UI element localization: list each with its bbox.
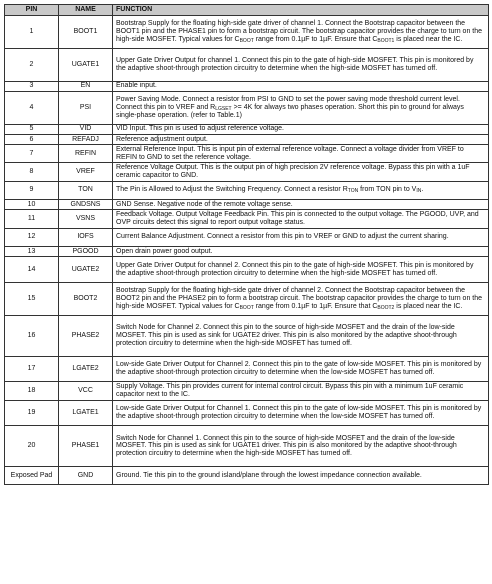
subscript-text: BOOT1 <box>377 37 395 44</box>
function-text: from TON pin to V <box>358 186 417 194</box>
table-row <box>5 467 489 485</box>
table-row <box>5 200 489 210</box>
table-row <box>5 81 489 91</box>
function-text: Upper Gate Driver Output for channel 1. Connect this pin to the gate of high-side MOSFET. This pin is monitored by the adaptive shoot-through protection circuitry to determine when the high-side MOSFET has turned off. <box>116 56 474 72</box>
table-row <box>5 257 489 283</box>
function-text: is placed near the IC. <box>394 302 463 310</box>
header-pin: PIN <box>5 5 59 16</box>
table-row <box>5 124 489 134</box>
function-cell <box>113 382 489 400</box>
function-cell <box>113 48 489 81</box>
table-row <box>5 228 489 246</box>
function-text: Low-side Gate Driver Output for Channel 2. Connect this pin to the gate of low-side MOSFET. This pin is monitored by the adaptive shoot-through protection circuitry to determine when the low-side MOSFET has turned off. <box>116 361 482 376</box>
name-cell: VREF <box>59 163 113 181</box>
function-text: Low-side Gate Driver Output for Channel 1. Connect this pin to the gate of low-side MOSFET. This pin is monitored by the adaptive shoot-through protection circuitry to determine when the low-side MOSFET has turned off. <box>116 405 482 420</box>
name-cell: UGATE1 <box>59 48 113 81</box>
function-cell <box>113 124 489 134</box>
function-text: Switch Node for Channel 2. Connect this pin to the source of high-side MOSFET and the drain of the low-side MOSFET. This pin is used as sink for UGATE2 driver. This pin is also monitored by the adaptive shoot-through protection circuitry to determine when the high-side MOSFET has turned off. <box>116 323 457 347</box>
name-cell: BOOT1 <box>59 16 113 49</box>
function-text: Power Saving Mode. Connect a resistor from PSI to GND to set the power saving mode threshold current level. Connect this pin to VREF and R <box>116 96 460 111</box>
name-cell: PGOOD <box>59 246 113 256</box>
function-text: The Pin is Allowed to Adjust the Switching Frequency. Connect a resistor R <box>116 186 348 194</box>
name-cell: PHASE2 <box>59 315 113 356</box>
function-cell <box>113 91 489 124</box>
function-text: Bootstrap Supply for the floating high-side gate driver of channel 1. Connect the Bootstrap capacitor between the BOOT1 pin and the PHASE1 pin to form a bootstrap circuit. The bootstrap capacitor provides the charge to turn on the high-side MOSFET. Typical values for C <box>116 20 483 43</box>
function-cell <box>113 81 489 91</box>
function-text: . <box>421 186 424 194</box>
pin-cell: 20 <box>5 426 59 467</box>
pin-cell: 10 <box>5 200 59 210</box>
function-cell <box>113 282 489 315</box>
function-text: External Reference Input. This is input pin of external reference voltage. Connect a voltage divider from VREF to REFIN to GND to set the reference voltage. <box>116 146 464 161</box>
function-text: Open drain power good output. <box>116 247 213 255</box>
pin-cell: 1 <box>5 16 59 49</box>
function-cell <box>113 16 489 49</box>
name-cell: REFIN <box>59 145 113 163</box>
pin-function-table <box>4 4 489 485</box>
name-cell: IOFS <box>59 228 113 246</box>
table-row <box>5 91 489 124</box>
pin-cell: Exposed Pad <box>5 467 59 485</box>
table-row <box>5 315 489 356</box>
subscript-text: LGSET <box>215 105 232 112</box>
table-header-row <box>5 5 489 16</box>
function-text: Supply Voltage. This pin provides current for internal control circuit. Bypass this pin with a minimum 1uF ceramic capacitor next to the IC. <box>116 383 464 398</box>
function-cell <box>113 246 489 256</box>
function-text: Bootstrap Supply for the floating high-side gate driver of channel 2. Connect the Bootstrap capacitor between the BOOT2 pin and the PHASE2 pin to form a bootstrap circuit. The bootstrap capacitor provides the charge to turn on the high-side MOSFET. Typical values for C <box>116 287 483 310</box>
table-row <box>5 426 489 467</box>
table-row <box>5 246 489 256</box>
pin-cell: 4 <box>5 91 59 124</box>
table-row <box>5 356 489 382</box>
name-cell: GND <box>59 467 113 485</box>
pin-cell: 5 <box>5 124 59 134</box>
pin-cell: 11 <box>5 210 59 228</box>
pin-cell: 2 <box>5 48 59 81</box>
function-cell <box>113 356 489 382</box>
function-text: is placed near the IC. <box>394 35 463 43</box>
name-cell: REFADJ <box>59 134 113 144</box>
function-cell <box>113 181 489 199</box>
function-cell <box>113 145 489 163</box>
name-cell: PSI <box>59 91 113 124</box>
pin-cell: 7 <box>5 145 59 163</box>
function-cell <box>113 163 489 181</box>
name-cell: LGATE1 <box>59 400 113 426</box>
table-row <box>5 48 489 81</box>
table-row <box>5 145 489 163</box>
pin-cell: 3 <box>5 81 59 91</box>
table-row <box>5 134 489 144</box>
function-cell <box>113 200 489 210</box>
subscript-text: IN <box>416 188 422 195</box>
name-cell: BOOT2 <box>59 282 113 315</box>
name-cell: VID <box>59 124 113 134</box>
function-text: Switch Node for Channel 1. Connect this pin to the source of high-side MOSFET and the drain of the low-side MOSFET. This pin is used as sink for UGATE1 driver. This pin is also monitored by the adaptive shoot-through protection circuitry to determine when the high-side MOSFET has turned off. <box>116 434 457 458</box>
pin-cell: 14 <box>5 257 59 283</box>
table-row <box>5 382 489 400</box>
function-cell <box>113 400 489 426</box>
name-cell: LGATE2 <box>59 356 113 382</box>
function-text: range from 0.1µF to 1µF. Ensure that C <box>253 302 378 310</box>
pin-cell: 18 <box>5 382 59 400</box>
function-cell <box>113 210 489 228</box>
function-text: Current Balance Adjustment. Connect a resistor from this pin to VREF or GND to adjust the current sharing. <box>116 233 449 241</box>
function-text: Enable input. <box>116 82 157 90</box>
name-cell: PHASE1 <box>59 426 113 467</box>
function-cell <box>113 315 489 356</box>
pin-cell: 17 <box>5 356 59 382</box>
header-function: FUNCTION <box>113 5 489 16</box>
pin-cell: 13 <box>5 246 59 256</box>
function-text: Reference adjustment output. <box>116 135 208 143</box>
function-cell <box>113 467 489 485</box>
function-text: Feedback Voltage. Output Voltage Feedback Pin. This pin is connected to the output voltage. The PGOOD, UVP, and OVP circuits detect this signal to report output voltage status. <box>116 211 479 226</box>
pin-cell: 9 <box>5 181 59 199</box>
table-row <box>5 181 489 199</box>
function-text: VID Input. This pin is used to adjust reference voltage. <box>116 125 284 133</box>
name-cell: GNDSNS <box>59 200 113 210</box>
name-cell: VSNS <box>59 210 113 228</box>
name-cell: UGATE2 <box>59 257 113 283</box>
table-row <box>5 163 489 181</box>
pin-cell: 16 <box>5 315 59 356</box>
table-row <box>5 282 489 315</box>
pin-cell: 6 <box>5 134 59 144</box>
pin-cell: 12 <box>5 228 59 246</box>
pin-cell: 8 <box>5 163 59 181</box>
pin-cell: 19 <box>5 400 59 426</box>
function-cell <box>113 228 489 246</box>
function-cell <box>113 257 489 283</box>
subscript-text: BOOT2 <box>377 304 395 311</box>
function-cell <box>113 134 489 144</box>
table-row <box>5 210 489 228</box>
subscript-text: BOOT <box>239 37 254 44</box>
function-text: Ground. Tie this pin to the ground island/plane through the lowest impedance connection available. <box>116 471 422 479</box>
function-text: range from 0.1µF to 1µF. Ensure that C <box>253 35 378 43</box>
subscript-text: BOOT <box>239 304 254 311</box>
function-text: Reference Voltage Output. This is the output pin of high precision 2V reference voltage. Bypass this pin with a 1uF ceramic capacitor to GND. <box>116 164 470 180</box>
table-row <box>5 16 489 49</box>
function-cell <box>113 426 489 467</box>
subscript-text: TON <box>347 188 359 195</box>
table-row <box>5 400 489 426</box>
function-text: >= 4K for always two phases operation. Short this pin to ground for always single-phase operation. (refer to Table.1) <box>116 103 464 119</box>
table-body <box>5 16 489 485</box>
header-name: NAME <box>59 5 113 16</box>
function-text: GND Sense. Negative node of the remote voltage sense. <box>116 200 293 208</box>
name-cell: EN <box>59 81 113 91</box>
function-text: Upper Gate Driver Output for channel 2. Connect this pin to the gate of high-side MOSFET. This pin is monitored by the adaptive shoot-through protection circuitry to determine when the high-side MOSFET has turned off. <box>116 261 474 277</box>
name-cell: VCC <box>59 382 113 400</box>
name-cell: TON <box>59 181 113 199</box>
pin-cell: 15 <box>5 282 59 315</box>
